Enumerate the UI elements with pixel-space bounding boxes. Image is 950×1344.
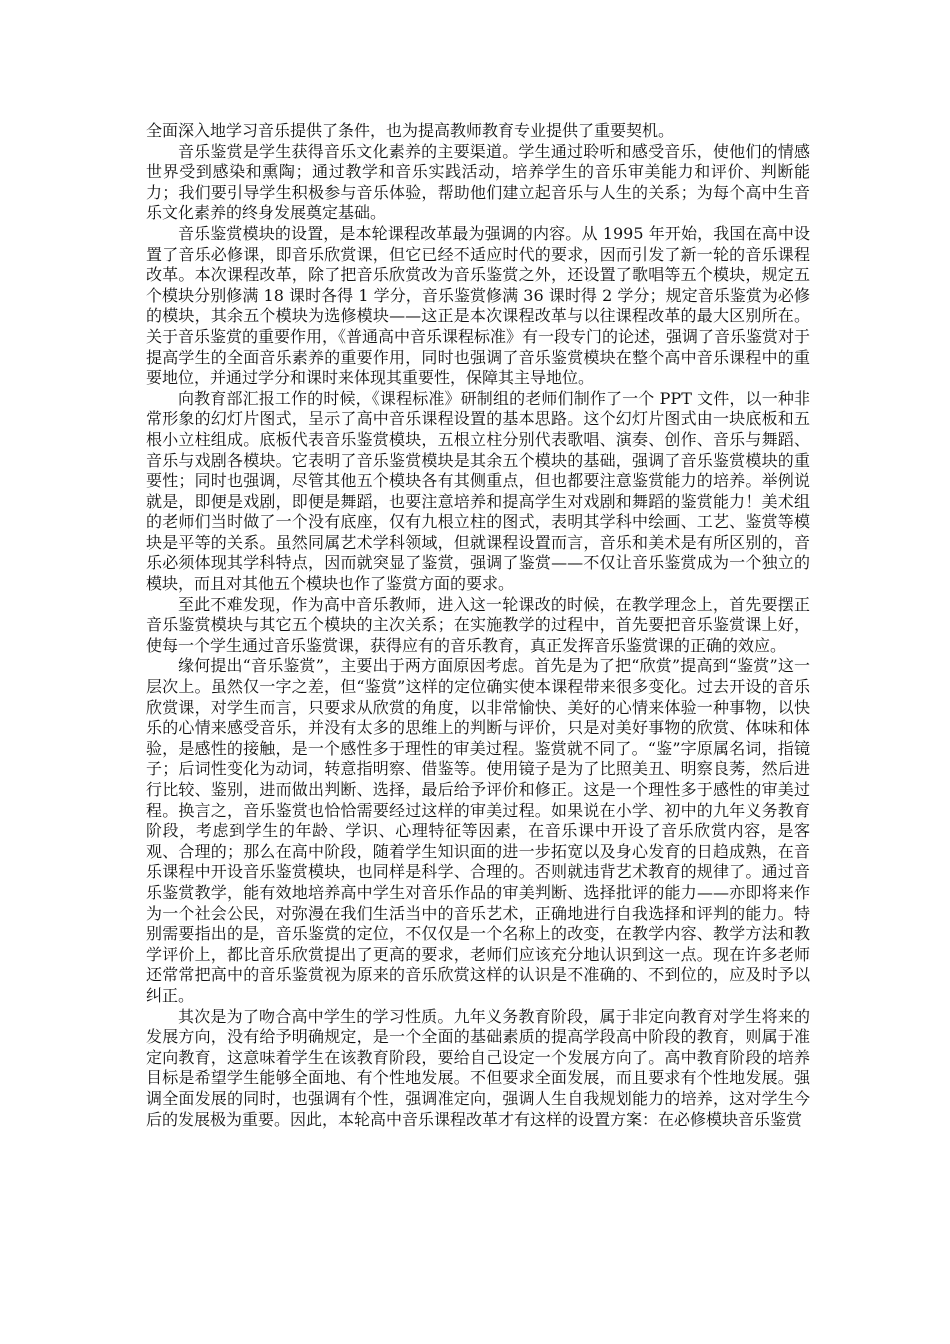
paragraph-music-appreciation-channel: 音乐鉴赏是学生获得音乐文化素养的主要渠道。学生通过聆听和感受音乐，使他们的情感世界受到感染和熏陶；通过教学和音乐实践活动，培养学生的音乐审美能力和评价、判断能力；我们要引导学生积极参与音乐体验，帮助他们建立起音乐与人生的关系；为每个高中生音乐文化素养的终身发展奠定基础。 xyxy=(146,141,810,223)
paragraph-continuation: 全面深入地学习音乐提供了条件，也为提高教师教育专业提供了重要契机。 xyxy=(146,121,675,140)
paragraph-module-setup: 音乐鉴赏模块的设置，是本轮课程改革最为强调的内容。从 1995 年开始，我国在高中设置了音乐必修课，即音乐欣赏课，但它已经不适应时代的要求，因而引发了新一轮的音乐课程改革。本次课程改革，除了把音乐欣赏改为音乐鉴赏之外，还设置了歌唱等五个模块，规定五个模块分别修满 18 课时各得 1 学分，音乐鉴赏修满 36 课时得 2 学分；规定音乐鉴赏为必修的模块，其余五个模块为选修模块——这正是本次课程改革与以往课程改革的最大区别所在。关于音乐鉴赏的重要作用，《普通高中音乐课程标准》有一段专门的论述，强调了音乐鉴赏对于提高学生的全面音乐素养的重要作用，同时也强调了音乐鉴赏模块在整个高中音乐课程中的重要地位，并通过学分和课时来体现其重要性，保障其主导地位。 xyxy=(146,223,811,388)
paragraph-why-appreciation: 缘何提出“音乐鉴赏”，主要出于两方面原因考虑。首先是为了把“欣赏”提高到“鉴赏”这一层次上。虽然仅一字之差，但“鉴赏”这样的定位确实使本课程带来很多变化。过去开设的音乐欣赏课，对学生而言，只要求从欣赏的角度，以非常愉快、美好的心情来体验一种事物，以快乐的心情来感受音乐，并没有太多的思维上的判断与评价，只是对美好事物的欣赏、体味和体验，是感性的接触，是一个感性多于理性的审美过程。鉴赏就不同了。“鉴”字原属名词，指镜子；后词性变化为动词，转意指明察、借鉴等。使用镜子是为了比照美丑、明察良莠，然后进行比较、鉴别，进而做出判断、选择，最后给予评价和修正。这是一个理性多于感性的审美过程。换言之，音乐鉴赏也恰恰需要经过这样的审美过程。如果说在小学、初中的九年义务教育阶段，考虑到学生的年龄、学识、心理特征等因素，在音乐课中开设了音乐欣赏内容，是客观、合理的；那么在高中阶段，随着学生知识面的进一步拓宽以及身心发育的日趋成熟，在音乐课程中开设音乐鉴赏模块，也同样是科学、合理的。否则就违背艺术教育的规律了。通过音乐鉴赏教学，能有效地培养高中学生对音乐作品的审美判断、选择批评的能力——亦即将来作为一个社会公民，对弥漫在我们生活当中的音乐艺术，正确地进行自我选择和评判的能力。特别需要指出的是，音乐鉴赏的定位，不仅仅是一个名称上的改变，在教学内容、教学方法和教学评价上，都比音乐欣赏提出了更高的要求，老师们应该充分地认识到这一点。现在许多老师还常常把高中的音乐鉴赏视为原来的音乐欣赏这样的认识是不准确的、不到位的，应及时予以纠正。 xyxy=(146,656,810,1005)
paragraph-conclusion: 至此不难发现，作为高中音乐教师，进入这一轮课改的时候，在教学理念上，首先要摆正音乐鉴赏模块与其它五个模块的主次关系；在实施教学的过程中，首先要把音乐鉴赏课上好，使每一个学生通过音乐鉴赏课，获得应有的音乐教育，真正发挥音乐鉴赏课的正确的效应。 xyxy=(146,594,810,655)
paragraph-ppt-report: 向教育部汇报工作的时候，《课程标准》研制组的老师们制作了一个 PPT 文件，以一种非常形象的幻灯片图式，呈示了高中音乐课程设置的基本思路。这个幻灯片图式由一块底板和五根小立柱组成。底板代表音乐鉴赏模块，五根立柱分别代表歌唱、演奏、创作、音乐与舞蹈、音乐与戏剧各模块。它表明了音乐鉴赏模块是其余五个模块的基础，强调了音乐鉴赏模块的重要性；同时也强调，尽管其他五个模块各有其侧重点，但也都要注意鉴赏能力的培养。举例说就是，即便是戏剧，即便是舞蹈，也要注意培养和提高学生对戏剧和舞蹈的鉴赏能力！美术组的老师们当时做了一个没有底座，仅有九根立柱的图式，表明其学科中绘画、工艺、鉴赏等模块是平等的关系。虽然同属艺术学科领域，但就课程设置而言，音乐和美术是有所区别的，音乐必须体现其学科特点，因而就突显了鉴赏，强调了鉴赏——不仅让音乐鉴赏成为一个独立的模块，而且对其他五个模块也作了鉴赏方面的要求。 xyxy=(146,388,810,594)
paragraph-learning-nature: 其次是为了吻合高中学生的学习性质。九年义务教育阶段，属于非定向教育对学生将来的发展方向，没有给予明确规定，是一个全面的基础素质的提高学段高中阶段的教育，则属于准定向教育，这意味着学生在该教育阶段，要给自己设定一个发展方向了。高中教育阶段的培养目标是希望学生能够全面地、有个性地发展。不但要求全面发展，而且要求有个性地发展。强调全面发展的同时，也强调有个性，强调准定向，强调人生自我规划能力的培养，这对学生今后的发展极为重要。因此，本轮高中音乐课程改革才有这样的设置方案：在必修模块音乐鉴赏 xyxy=(146,1006,810,1129)
document-page xyxy=(146,121,810,1130)
